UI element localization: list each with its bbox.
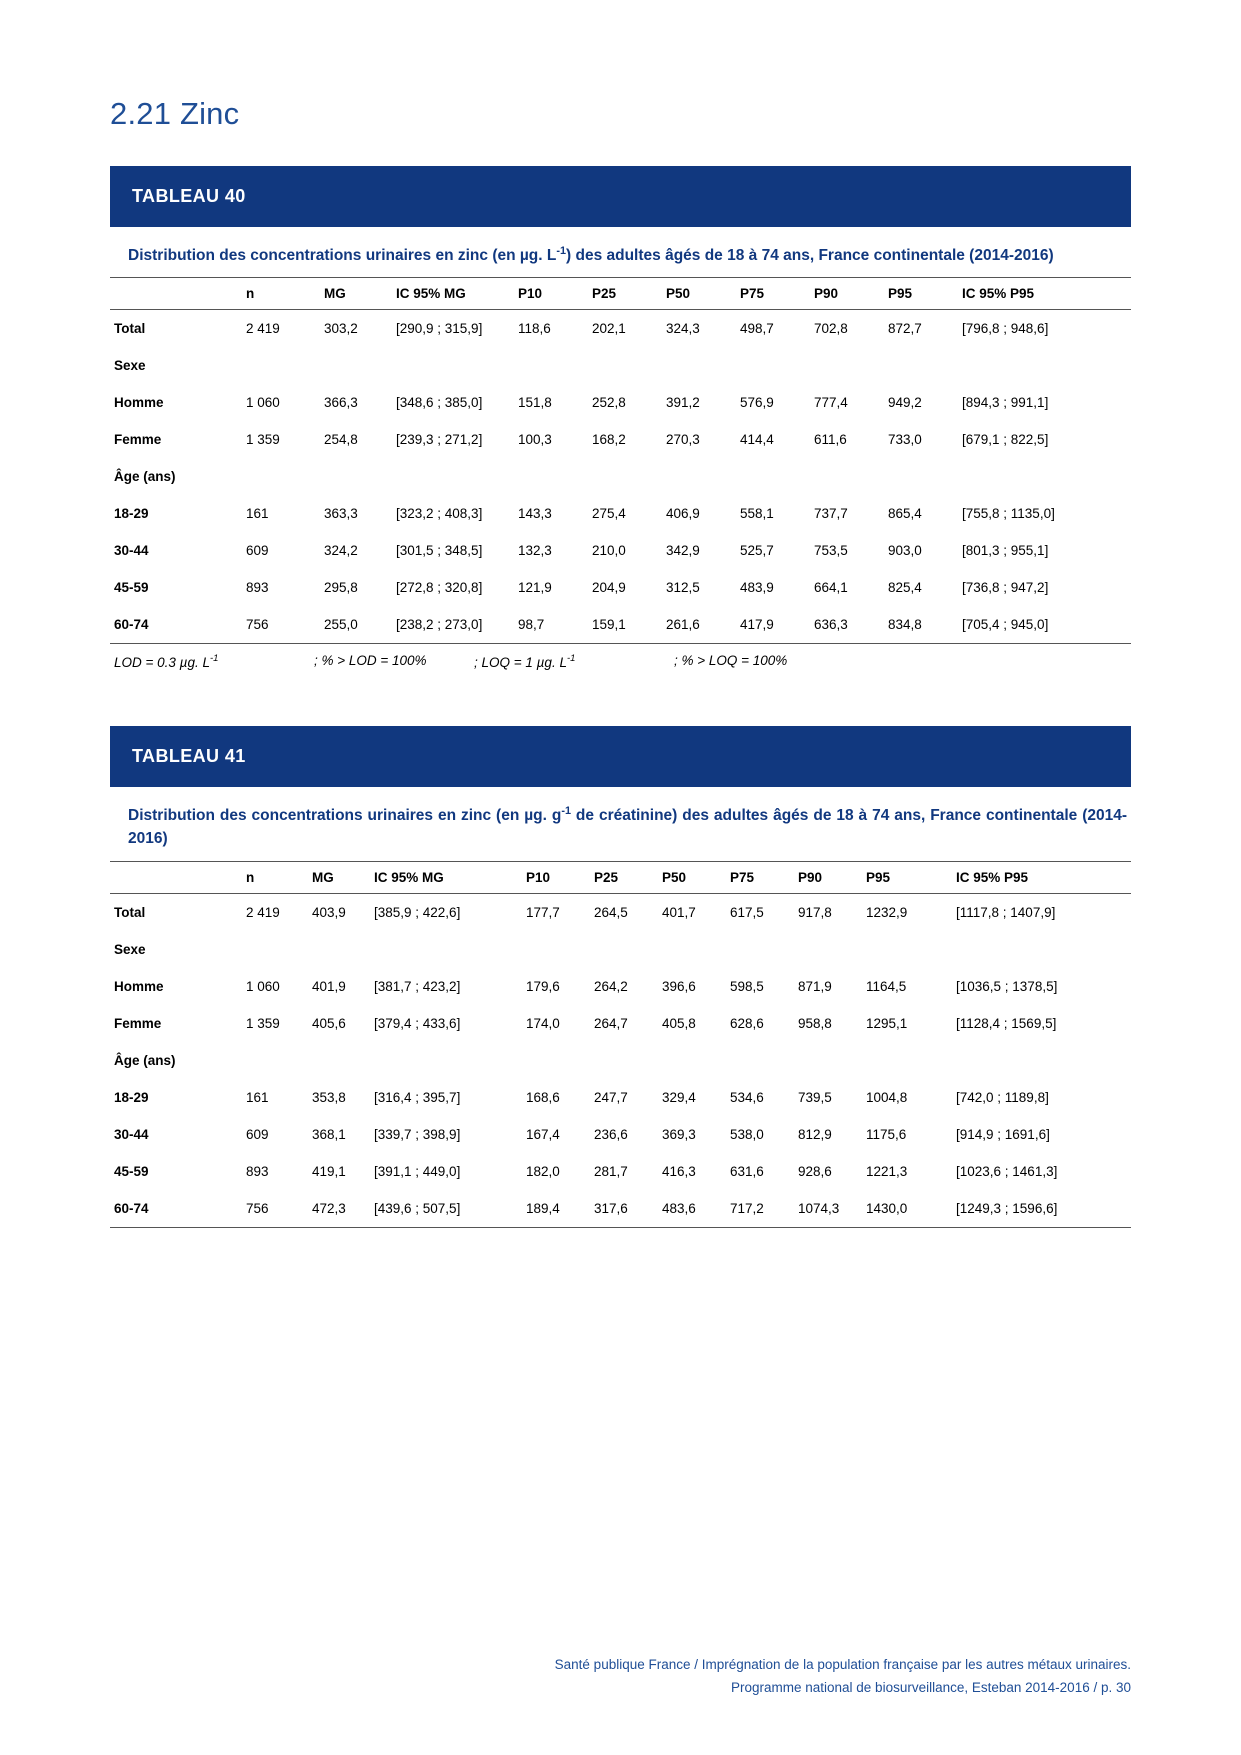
cell: 275,4 [592,506,626,522]
table-40-col-header: MG [318,278,390,310]
cell: 928,6 [798,1163,832,1179]
cell: 2 419 [246,904,280,920]
cell: 812,9 [798,1126,832,1142]
row-label: 30-44 [114,543,149,559]
cell: 396,6 [662,978,696,994]
cell: 483,9 [740,580,774,596]
cell: 324,2 [324,543,358,559]
row-label: 18-29 [114,506,149,522]
cell: 179,6 [526,978,560,994]
cell: 872,7 [888,321,922,337]
table-40-col-header: P50 [660,278,734,310]
cell: [385,9 ; 422,6] [374,904,461,920]
table-41-col-header: P10 [520,861,588,893]
cell: [439,6 ; 507,5] [368,1190,520,1228]
table-41-col-header: P50 [656,861,724,893]
row-label: 45-59 [114,580,149,596]
table-40-col-header: P10 [512,278,586,310]
table-group-row [110,458,1131,495]
table-row [110,606,1131,644]
cell: 98,7 [512,606,586,644]
table-40-col-header: P25 [586,278,660,310]
cell: 151,8 [518,395,552,411]
footnote-lod-text: LOD = 0.3 µg. L [114,654,210,670]
table-41-header-row [110,861,1131,893]
cell: 1074,3 [792,1190,860,1228]
cell: 628,6 [730,1015,764,1031]
cell: [391,1 ; 449,0] [374,1163,461,1179]
cell: 317,6 [588,1190,656,1228]
table-group-row [110,347,1131,384]
cell: 609 [246,1126,269,1142]
cell: 161 [246,1089,269,1105]
cell: [679,1 ; 822,5] [962,432,1049,448]
row-label: 60-74 [110,1190,240,1228]
cell: 631,6 [730,1163,764,1179]
row-label: Homme [114,978,164,994]
cell: [316,4 ; 395,7] [374,1089,461,1105]
cell: 753,5 [814,543,848,559]
cell: 419,1 [312,1163,346,1179]
cell: [379,4 ; 433,6] [374,1015,461,1031]
cell [240,458,1131,495]
cell: 917,8 [798,904,832,920]
table-41-banner: TABLEAU 41 [110,726,1131,787]
cell: 121,9 [518,580,552,596]
cell: [1128,4 ; 1569,5] [956,1015,1057,1031]
footnote-pct-loq: ; % > LOQ = 100% [674,653,788,669]
cell: 132,3 [518,543,552,559]
cell: 368,1 [312,1126,346,1142]
cell: 189,4 [520,1190,588,1228]
table-group-row [110,1042,1131,1079]
table-row [110,384,1131,421]
row-label: 60-74 [110,606,240,644]
table-41-col-header: P95 [860,861,950,893]
cell: 2 419 [246,321,280,337]
cell: 558,1 [740,506,774,522]
cell: 611,6 [814,432,847,448]
table-41-caption-part2: de créatinine) des adultes âgés de 18 à 74 ans, France continentale (2014-2016) [128,807,1127,848]
cell: 369,3 [662,1126,696,1142]
cell: 177,7 [526,904,560,920]
cell: 261,6 [660,606,734,644]
cell: [1023,6 ; 1461,3] [956,1163,1058,1179]
table-row [110,968,1131,1005]
cell: 825,4 [888,580,922,596]
cell: 893 [246,580,269,596]
cell: [914,9 ; 1691,6] [956,1126,1050,1142]
cell: 1221,3 [866,1163,908,1179]
cell: 264,2 [594,978,628,994]
cell: 168,6 [526,1089,560,1105]
cell: [801,3 ; 955,1] [962,543,1049,559]
table-41 [110,861,1131,1228]
cell: 202,1 [592,321,626,337]
cell: [348,6 ; 385,0] [396,395,483,411]
cell: [301,5 ; 348,5] [396,543,483,559]
table-41-col-header: P75 [724,861,792,893]
cell: 366,3 [324,395,358,411]
table-row [110,1190,1131,1228]
table-41-col-header: IC 95% P95 [950,861,1131,893]
cell: [796,8 ; 948,6] [962,321,1049,337]
cell: [705,4 ; 945,0] [956,606,1131,644]
cell: [290,9 ; 315,9] [396,321,483,337]
cell: 717,2 [724,1190,792,1228]
cell: 1232,9 [866,904,908,920]
row-label: Sexe [114,358,146,374]
table-row [110,310,1131,348]
table-41-col-header: MG [306,861,368,893]
cell: 1 359 [246,1015,280,1031]
cell [240,347,1131,384]
table-row [110,532,1131,569]
cell: 303,2 [324,321,358,337]
table-40-caption-part1: Distribution des concentrations urinaires en zinc (en µg. L [128,247,557,265]
table-40-caption [110,227,1131,277]
cell: 329,4 [662,1089,696,1105]
cell: 324,3 [666,321,700,337]
cell: [736,8 ; 947,2] [962,580,1049,596]
cell: 893 [246,1163,269,1179]
cell: 903,0 [888,543,922,559]
cell: 1164,5 [866,978,907,994]
cell: 525,7 [740,543,774,559]
cell: 401,9 [312,978,346,994]
cell: 405,6 [312,1015,346,1031]
cell: 182,0 [526,1163,560,1179]
cell: 739,5 [798,1089,832,1105]
cell: 834,8 [882,606,956,644]
table-row [110,893,1131,931]
cell: 1175,6 [866,1126,907,1142]
cell: 1004,8 [866,1089,908,1105]
cell: 483,6 [656,1190,724,1228]
row-label: Homme [114,395,164,411]
cell: 617,5 [730,904,764,920]
table-row [110,1116,1131,1153]
row-label: Âge (ans) [114,469,176,485]
footer-line-1: Santé publique France / Imprégnation de la population française par les autres métaux urinaires. [554,1657,1131,1673]
cell: 609 [246,543,269,559]
cell: 174,0 [526,1015,560,1031]
cell: 254,8 [324,432,358,448]
page-footer [110,1654,1131,1699]
cell [240,1042,1131,1079]
table-40-col-header: P95 [882,278,956,310]
cell: 1 060 [246,395,280,411]
table-row [110,495,1131,532]
footnote-lod-sup: -1 [209,653,219,665]
cell: 865,4 [888,506,922,522]
table-40-header-row [110,278,1131,310]
cell: 312,5 [666,580,700,596]
cell: [894,3 ; 991,1] [962,395,1049,411]
cell [240,931,1131,968]
table-40-caption-part2: ) des adultes âgés de 18 à 74 ans, France continentale (2014-2016) [566,247,1054,265]
cell: 498,7 [740,321,774,337]
footnote-loq-text: ; LOQ = 1 µg. L [474,654,567,670]
cell: [742,0 ; 1189,8] [956,1089,1049,1105]
cell: 118,6 [518,321,551,337]
cell: 391,2 [666,395,700,411]
cell: 958,8 [798,1015,832,1031]
footnote-pct-lod: ; % > LOD = 100% [314,653,427,669]
cell: [381,7 ; 423,2] [374,978,461,994]
cell: 702,8 [814,321,848,337]
cell: 252,8 [592,395,626,411]
cell: 236,6 [594,1126,628,1142]
cell: 159,1 [586,606,660,644]
cell: [755,8 ; 1135,0] [962,506,1055,522]
table-41-caption-sup: -1 [561,804,571,817]
cell: 598,5 [730,978,764,994]
cell: 949,2 [888,395,922,411]
cell: 281,7 [594,1163,628,1179]
footnote-lod [114,653,314,670]
table-row [110,1153,1131,1190]
table-40-col-header: n [240,278,318,310]
table-40 [110,277,1131,644]
cell: [1249,3 ; 1596,6] [950,1190,1131,1228]
cell: 168,2 [592,432,626,448]
row-label: Sexe [114,941,146,957]
cell: [1036,5 ; 1378,5] [956,978,1058,994]
table-row [110,1005,1131,1042]
cell: 270,3 [666,432,700,448]
table-40-col-header: P90 [808,278,882,310]
cell: 204,9 [592,580,626,596]
row-label: Total [114,321,146,337]
cell: 342,9 [666,543,700,559]
cell: 247,7 [594,1089,628,1105]
row-label: Total [114,904,146,920]
cell: 416,3 [662,1163,696,1179]
cell: 167,4 [526,1126,560,1142]
table-row [110,421,1131,458]
cell: 777,4 [814,395,848,411]
cell: [238,2 ; 273,0] [390,606,512,644]
cell: 538,0 [730,1126,764,1142]
cell: 406,9 [666,506,700,522]
table-40-footnote [110,644,1131,670]
table-40-col-header [110,278,240,310]
cell: 1 359 [246,432,280,448]
cell: 1295,1 [866,1015,908,1031]
cell: 363,3 [324,506,358,522]
footnote-loq-sup: -1 [566,653,576,665]
page-title: 2.21 Zinc [110,96,240,131]
cell: 353,8 [312,1089,346,1105]
table-41-col-header: P90 [792,861,860,893]
cell: 756 [240,1190,306,1228]
cell: 737,7 [814,506,848,522]
cell: 636,3 [808,606,882,644]
table-41-col-header [110,861,240,893]
table-41-caption [110,787,1131,861]
cell: 161 [246,506,269,522]
cell: 664,1 [814,580,848,596]
table-group-row [110,931,1131,968]
row-label: 45-59 [114,1163,149,1179]
table-row [110,569,1131,606]
cell: 143,3 [518,506,552,522]
table-40-caption-sup: -1 [556,245,567,257]
cell: [339,7 ; 398,9] [374,1126,461,1142]
cell: 414,4 [740,432,774,448]
cell: 401,7 [662,904,696,920]
table-row [110,1079,1131,1116]
table-40-banner: TABLEAU 40 [110,166,1131,227]
row-label: Femme [114,432,162,448]
row-label: Femme [114,1015,162,1031]
table-40-col-header: IC 95% MG [390,278,512,310]
cell: 417,9 [734,606,808,644]
table-40-col-header: P75 [734,278,808,310]
cell: 210,0 [592,543,626,559]
cell: 403,9 [312,904,346,920]
cell: 264,7 [594,1015,628,1031]
cell: 472,3 [306,1190,368,1228]
cell: 1430,0 [860,1190,950,1228]
footnote-loq [474,653,674,670]
row-label: Âge (ans) [114,1052,176,1068]
table-block-40 [110,166,1131,670]
table-block-41 [110,726,1131,1228]
cell: 871,9 [798,978,832,994]
cell: 264,5 [594,904,628,920]
table-40-col-header: IC 95% P95 [956,278,1131,310]
cell: [1117,8 ; 1407,9] [956,904,1056,920]
cell: 405,8 [662,1015,696,1031]
table-41-col-header: n [240,861,306,893]
cell: 534,6 [730,1089,764,1105]
cell: 295,8 [324,580,358,596]
cell: [239,3 ; 271,2] [396,432,483,448]
cell: 756 [240,606,318,644]
table-41-col-header: P25 [588,861,656,893]
table-41-caption-part1: Distribution des concentrations urinaires en zinc (en µg. g [128,807,562,825]
cell: 255,0 [318,606,390,644]
row-label: 18-29 [114,1089,149,1105]
row-label: 30-44 [114,1126,149,1142]
cell: [272,8 ; 320,8] [396,580,483,596]
cell: 576,9 [740,395,774,411]
footer-line-2: Programme national de biosurveillance, Esteban 2014-2016 / p. 30 [730,1679,1131,1695]
cell: [323,2 ; 408,3] [396,506,483,522]
table-41-col-header: IC 95% MG [368,861,520,893]
cell: 733,0 [888,432,922,448]
cell: 100,3 [518,432,552,448]
cell: 1 060 [246,978,280,994]
